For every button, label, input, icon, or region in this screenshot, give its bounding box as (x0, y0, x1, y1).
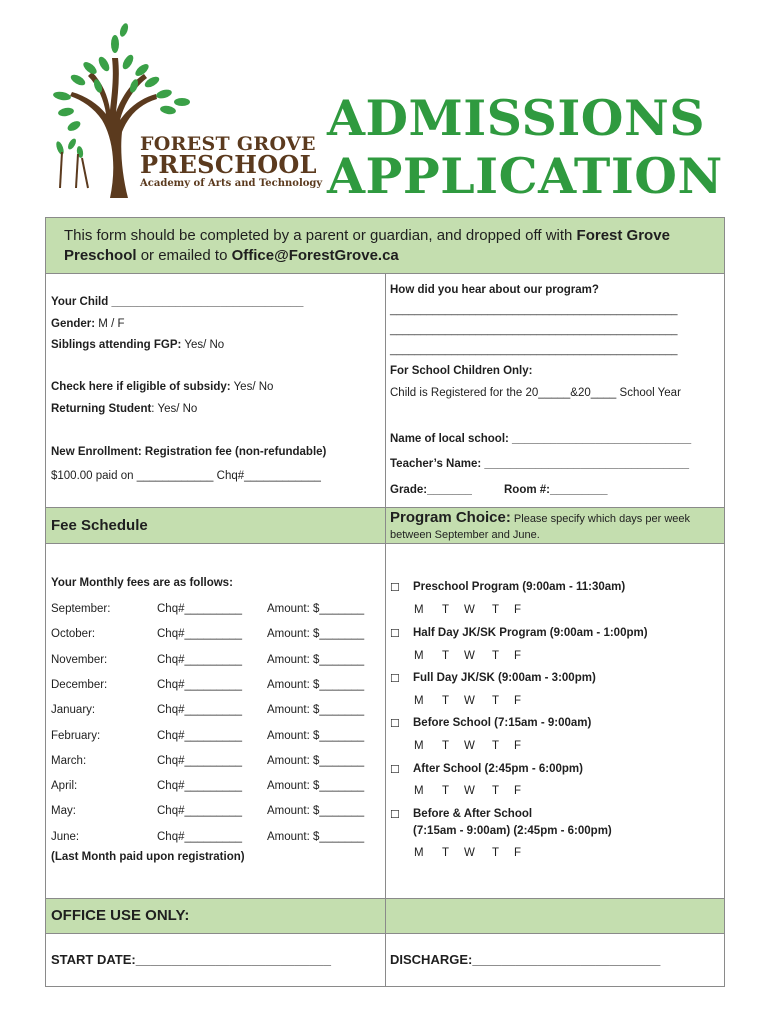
amount-field[interactable]: Amount: $_______ (267, 729, 365, 742)
program-choice-heading: Program Choice: Please specify which days per week between September and June. (390, 509, 691, 541)
brand-name-line1: FOREST GROVE (140, 133, 316, 155)
program-checkbox[interactable]: ☐ (390, 764, 400, 776)
amount-field[interactable]: Amount: $_______ (267, 704, 365, 717)
last-month-note: (Last Month paid upon registration) (51, 851, 245, 863)
day-option[interactable]: W (464, 785, 475, 797)
office-use-heading: OFFICE USE ONLY: (51, 907, 190, 924)
cheque-field[interactable]: Chq#_________ (157, 653, 243, 666)
amount-field[interactable]: Amount: $_______ (267, 780, 365, 793)
program-checkbox[interactable]: ☐ (390, 582, 400, 594)
program-checkbox[interactable]: ☐ (390, 673, 400, 685)
cheque-field[interactable]: Chq#_________ (157, 830, 243, 843)
day-option[interactable]: T (442, 785, 450, 797)
day-option[interactable]: T (492, 604, 500, 616)
column-divider (385, 273, 386, 986)
day-option[interactable]: F (514, 847, 522, 859)
room-field[interactable]: Room #:_________ (504, 484, 608, 496)
day-option[interactable]: T (442, 650, 450, 662)
day-option[interactable]: T (442, 740, 450, 752)
amount-field[interactable]: Amount: $_______ (267, 678, 365, 691)
amount-field[interactable]: Amount: $_______ (267, 603, 365, 615)
cheque-field[interactable]: Chq#_________ (157, 603, 243, 615)
day-option[interactable]: T (492, 740, 500, 752)
month-label: April: (51, 780, 78, 793)
your-child-field[interactable]: Your Child ______________________________ (51, 296, 304, 308)
cheque-field[interactable]: Chq#_________ (157, 780, 243, 793)
page-title-line2: APPLICATION (327, 147, 723, 205)
discharge-field[interactable]: DISCHARGE:__________________________ (390, 952, 661, 967)
cheque-field[interactable]: Chq#_________ (157, 704, 243, 717)
program-checkbox[interactable]: ☐ (390, 628, 400, 640)
cheque-field[interactable]: Chq#_________ (157, 805, 243, 818)
day-option[interactable]: M (414, 740, 424, 752)
program-checkbox[interactable]: ☐ (390, 809, 400, 821)
day-option[interactable]: W (464, 604, 475, 616)
hear-about-line[interactable]: _______________________________________________ (390, 324, 678, 336)
program-label-line2: (7:15am - 9:00am) (2:45pm - 6:00pm) (413, 825, 612, 837)
subsidy-field[interactable]: Check here if eligible of subsidy: Yes/ No (51, 381, 274, 393)
local-school-field[interactable]: Name of local school: ____________________________ (390, 433, 692, 445)
month-label: November: (51, 653, 108, 666)
month-label: September: (51, 603, 111, 615)
day-option[interactable]: F (514, 650, 522, 662)
day-option[interactable]: F (514, 604, 522, 616)
start-date-field[interactable]: START DATE:___________________________ (51, 952, 331, 967)
page-title-line1: ADMISSIONS (327, 89, 706, 147)
brand-name-line2: PRESCHOOL (140, 150, 317, 179)
day-option[interactable]: T (442, 847, 450, 859)
day-option[interactable]: F (514, 785, 522, 797)
registration-paid-field[interactable]: $100.00 paid on ____________ Chq#____________ (51, 470, 321, 482)
day-option[interactable]: W (464, 695, 475, 707)
day-option[interactable]: T (492, 785, 500, 797)
brand-tagline: Academy of Arts and Technology (140, 178, 323, 189)
day-option[interactable]: F (514, 695, 522, 707)
month-label: March: (51, 754, 87, 767)
day-option[interactable]: F (514, 740, 522, 752)
day-option[interactable]: T (492, 650, 500, 662)
hear-about-line[interactable]: _______________________________________________ (390, 344, 678, 356)
fee-schedule-heading: Fee Schedule (51, 517, 148, 534)
school-children-label: For School Children Only: (390, 365, 533, 377)
program-checkbox[interactable]: ☐ (390, 718, 400, 730)
amount-field[interactable]: Amount: $_______ (267, 628, 365, 641)
day-option[interactable]: M (414, 604, 424, 616)
gender-field[interactable]: Gender: M / F (51, 318, 125, 330)
day-option[interactable]: M (414, 650, 424, 662)
month-label: October: (51, 628, 96, 641)
day-option[interactable]: W (464, 740, 475, 752)
program-label: Half Day JK/SK Program (9:00am - 1:00pm) (413, 627, 648, 639)
amount-field[interactable]: Amount: $_______ (267, 805, 365, 818)
month-label: December: (51, 678, 108, 691)
amount-field[interactable]: Amount: $_______ (267, 653, 365, 666)
day-option[interactable]: T (442, 604, 450, 616)
day-option[interactable]: T (492, 847, 500, 859)
registered-year-field[interactable]: Child is Registered for the 20_____&20____ School Year (390, 387, 681, 399)
intro-text: This form should be completed by a parent or guardian, and dropped off with Forest Grove Preschool or emailed to Office@ForestGrove.ca (64, 227, 670, 264)
program-label: After School (2:45pm - 6:00pm) (413, 763, 583, 775)
returning-student-field[interactable]: Returning Student: Yes/ No (51, 403, 198, 415)
program-label: Preschool Program (9:00am - 11:30am) (413, 581, 626, 593)
day-option[interactable]: T (492, 695, 500, 707)
hear-about-label: How did you hear about our program? (390, 284, 599, 296)
program-label: Before & After School (413, 808, 533, 820)
monthly-fees-label: Your Monthly fees are as follows: (51, 577, 233, 589)
month-label: June: (51, 830, 80, 843)
grade-field[interactable]: Grade:_______ (390, 484, 472, 496)
day-option[interactable]: T (442, 695, 450, 707)
day-option[interactable]: W (464, 847, 475, 859)
day-option[interactable]: M (414, 847, 424, 859)
cheque-field[interactable]: Chq#_________ (157, 754, 243, 767)
siblings-field[interactable]: Siblings attending FGP: Yes/ No (51, 339, 225, 351)
program-label: Before School (7:15am - 9:00am) (413, 717, 592, 729)
hear-about-line[interactable]: _______________________________________________ (390, 304, 678, 316)
day-option[interactable]: M (414, 785, 424, 797)
teacher-name-field[interactable]: Teacher’s Name: ________________________________ (390, 458, 690, 470)
cheque-field[interactable]: Chq#_________ (157, 628, 243, 641)
month-label: May: (51, 805, 76, 818)
month-label: February: (51, 729, 101, 742)
new-enrollment-label: New Enrollment: Registration fee (non-refundable) (51, 446, 327, 458)
amount-field[interactable]: Amount: $_______ (267, 754, 365, 767)
amount-field[interactable]: Amount: $_______ (267, 830, 365, 843)
month-label: January: (51, 704, 96, 717)
day-option[interactable]: M (414, 695, 424, 707)
program-label: Full Day JK/SK (9:00am - 3:00pm) (413, 672, 596, 684)
day-option[interactable]: W (464, 650, 475, 662)
cheque-field[interactable]: Chq#_________ (157, 729, 243, 742)
cheque-field[interactable]: Chq#_________ (157, 678, 243, 691)
